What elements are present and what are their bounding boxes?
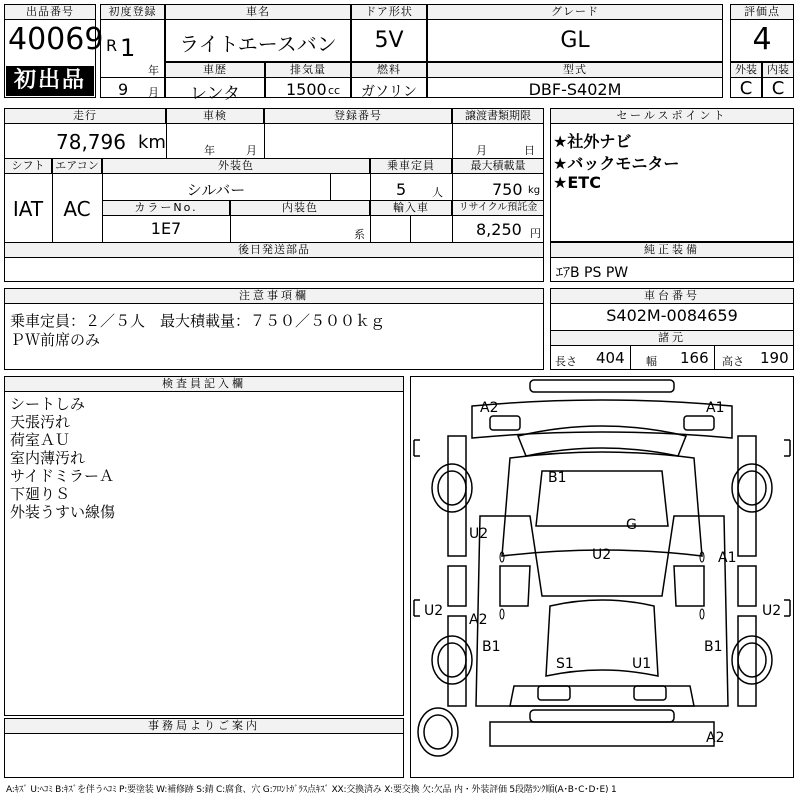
diagram-mark: B1 bbox=[548, 470, 567, 486]
era-year: 1 bbox=[120, 34, 136, 62]
diagram-mark: G bbox=[626, 517, 637, 533]
capacity-label: 乗車定員 bbox=[370, 158, 452, 174]
mileage-label: 走行 bbox=[4, 108, 166, 124]
divider bbox=[630, 346, 631, 370]
chassis-number: S402M-0084659 bbox=[606, 306, 738, 325]
grade-label: グレード bbox=[427, 4, 723, 20]
diagram-mark: U2 bbox=[762, 603, 782, 619]
displacement-unit: cc bbox=[328, 84, 341, 97]
int-color-label: 内装色 bbox=[230, 200, 370, 216]
exterior-label: 外装 bbox=[730, 62, 762, 78]
equipment-label: 純正装備 bbox=[550, 242, 794, 258]
door-type: 5V bbox=[374, 28, 404, 53]
score-label: 評価点 bbox=[730, 4, 794, 20]
import-label: 輸入車 bbox=[370, 200, 452, 216]
displacement-label: 排気量 bbox=[265, 62, 351, 78]
inspector-note: 下廻りＳ bbox=[10, 485, 71, 503]
month-unit: 月 bbox=[148, 86, 159, 99]
length: 404 bbox=[596, 349, 625, 367]
sales-point-3: ★ETC bbox=[553, 173, 601, 192]
caution-line-2: ＰＷ前席のみ bbox=[10, 331, 101, 349]
inspector-note: サイドミラーＡ bbox=[10, 467, 114, 485]
divider bbox=[410, 216, 411, 242]
max-load: 750 bbox=[492, 180, 523, 199]
transfer-month-unit: 月 bbox=[476, 144, 487, 157]
mileage: 78,796 bbox=[56, 130, 126, 154]
capacity: 5 bbox=[396, 180, 407, 199]
inspection-year-unit: 年 bbox=[204, 144, 215, 157]
car-name-label: 車名 bbox=[165, 4, 351, 20]
inspection-label: 車検 bbox=[166, 108, 264, 124]
diagram-mark: S1 bbox=[556, 656, 574, 672]
fuel-label: 燃料 bbox=[351, 62, 427, 78]
divider bbox=[264, 124, 265, 158]
diagram-mark: A1 bbox=[706, 400, 725, 416]
diagram-mark: B1 bbox=[704, 639, 723, 655]
recycle: 8,250 bbox=[476, 220, 522, 239]
divider bbox=[100, 77, 165, 78]
later-parts-label: 後日発送部品 bbox=[4, 242, 544, 258]
legend: A:ｷｽﾞ U:ﾍｺﾐ B:ｷｽﾞを伴うﾍｺﾐ P:要塗装 W:補修跡 S:錆 C:腐食、穴 G:ﾌﾛﾝﾄｶﾞﾗｽ点ｷｽﾞ XX:交換済み X:要交換 欠:欠品 内・外装評価 5段階ﾗﾝｸ順(A･B･C･D･E) 1 bbox=[6, 785, 617, 795]
grade: GL bbox=[560, 28, 590, 53]
sales-point-1: ★社外ナビ bbox=[553, 132, 632, 151]
sales-points-label: セールスポイント bbox=[550, 108, 794, 124]
inspection-month-unit: 月 bbox=[246, 144, 257, 157]
caution-line-1: 乗車定員：２／５人 最大積載量：７５０／５００ｋｇ bbox=[10, 312, 386, 330]
diagram-mark: B1 bbox=[482, 639, 501, 655]
reg-month: 9 bbox=[118, 80, 129, 99]
interior-label: 内装 bbox=[762, 62, 794, 78]
diagram-mark: U2 bbox=[424, 603, 444, 619]
diagram-mark: A1 bbox=[718, 550, 737, 566]
chassis-label: 車台番号 bbox=[550, 288, 794, 304]
ac: AC bbox=[63, 197, 91, 221]
model-label: 型式 bbox=[427, 62, 723, 78]
plate-label: 登録番号 bbox=[264, 108, 452, 124]
sales-point-2: ★バックモニター bbox=[553, 154, 680, 173]
width: 166 bbox=[680, 349, 709, 367]
ac-label: エアコン bbox=[52, 158, 102, 174]
exterior-grade: C bbox=[739, 78, 753, 99]
mileage-unit: km bbox=[138, 132, 166, 153]
era: R bbox=[106, 36, 118, 55]
inspector-note: 室内薄汚れ bbox=[10, 449, 86, 467]
displacement: 1500 bbox=[286, 80, 327, 99]
inspector-notes bbox=[10, 395, 115, 521]
int-color-suffix: 系 bbox=[354, 228, 365, 241]
model: DBF-S402M bbox=[528, 80, 622, 99]
interior-grade: C bbox=[771, 78, 785, 99]
color-no-label: カラーNo. bbox=[102, 200, 230, 216]
diagram-mark: U2 bbox=[469, 526, 489, 542]
ext-color-label: 外装色 bbox=[102, 158, 370, 174]
specs-label: 諸元 bbox=[550, 330, 794, 346]
color-no: 1E7 bbox=[150, 219, 182, 238]
recycle-unit: 円 bbox=[530, 227, 541, 240]
transfer-label: 譲渡書類期限 bbox=[452, 108, 544, 124]
history: レンタ bbox=[190, 84, 240, 104]
equipment: ｴｱB PS PW bbox=[556, 265, 629, 281]
transfer-day-unit: 日 bbox=[524, 144, 535, 157]
door-label: ドア形状 bbox=[351, 4, 427, 20]
first-registration-label: 初度登録 bbox=[100, 4, 165, 20]
inspector-label: 検査員記入欄 bbox=[4, 376, 404, 392]
divider bbox=[230, 216, 231, 242]
lot-number: 40069 bbox=[8, 22, 104, 57]
first-listing-badge: 初出品 bbox=[6, 66, 94, 96]
inspector-note: 外装うすい線傷 bbox=[10, 503, 116, 521]
length-label: 長さ bbox=[555, 355, 577, 368]
divider bbox=[166, 124, 167, 158]
max-load-label: 最大積載量 bbox=[452, 158, 544, 174]
inspector-note: 天張汚れ bbox=[10, 413, 71, 431]
shift: IAT bbox=[12, 197, 44, 221]
diagram-mark: U1 bbox=[632, 656, 652, 672]
caution-label: 注意事項欄 bbox=[4, 288, 544, 304]
diagram-mark: U2 bbox=[592, 547, 612, 563]
inspector-note: シートしみ bbox=[10, 395, 86, 413]
inspector-note: 荷室ＡＵ bbox=[10, 431, 71, 449]
history-label: 車歴 bbox=[165, 62, 265, 78]
width-label: 幅 bbox=[646, 355, 657, 368]
office-label: 事務局よりご案内 bbox=[4, 718, 404, 734]
divider bbox=[452, 124, 453, 158]
divider bbox=[330, 174, 331, 200]
height-label: 高さ bbox=[722, 355, 744, 368]
height: 190 bbox=[760, 349, 789, 367]
year-unit: 年 bbox=[148, 64, 159, 77]
lot-number-label: 出品番号 bbox=[4, 4, 96, 20]
ext-color: シルバー bbox=[186, 181, 246, 199]
diagram-mark: A2 bbox=[706, 730, 725, 746]
recycle-label: リサイクル預託金 bbox=[452, 200, 544, 216]
max-load-unit: kg bbox=[528, 185, 541, 196]
car-name: ライトエースバン bbox=[179, 32, 337, 56]
score: 4 bbox=[752, 22, 772, 57]
divider bbox=[714, 346, 715, 370]
capacity-unit: 人 bbox=[432, 186, 443, 199]
fuel: ガソリン bbox=[361, 84, 417, 100]
diagram-mark: A2 bbox=[480, 400, 499, 416]
shift-label: シフト bbox=[4, 158, 52, 174]
car-diagram bbox=[410, 376, 794, 778]
diagram-mark: A2 bbox=[469, 612, 488, 628]
